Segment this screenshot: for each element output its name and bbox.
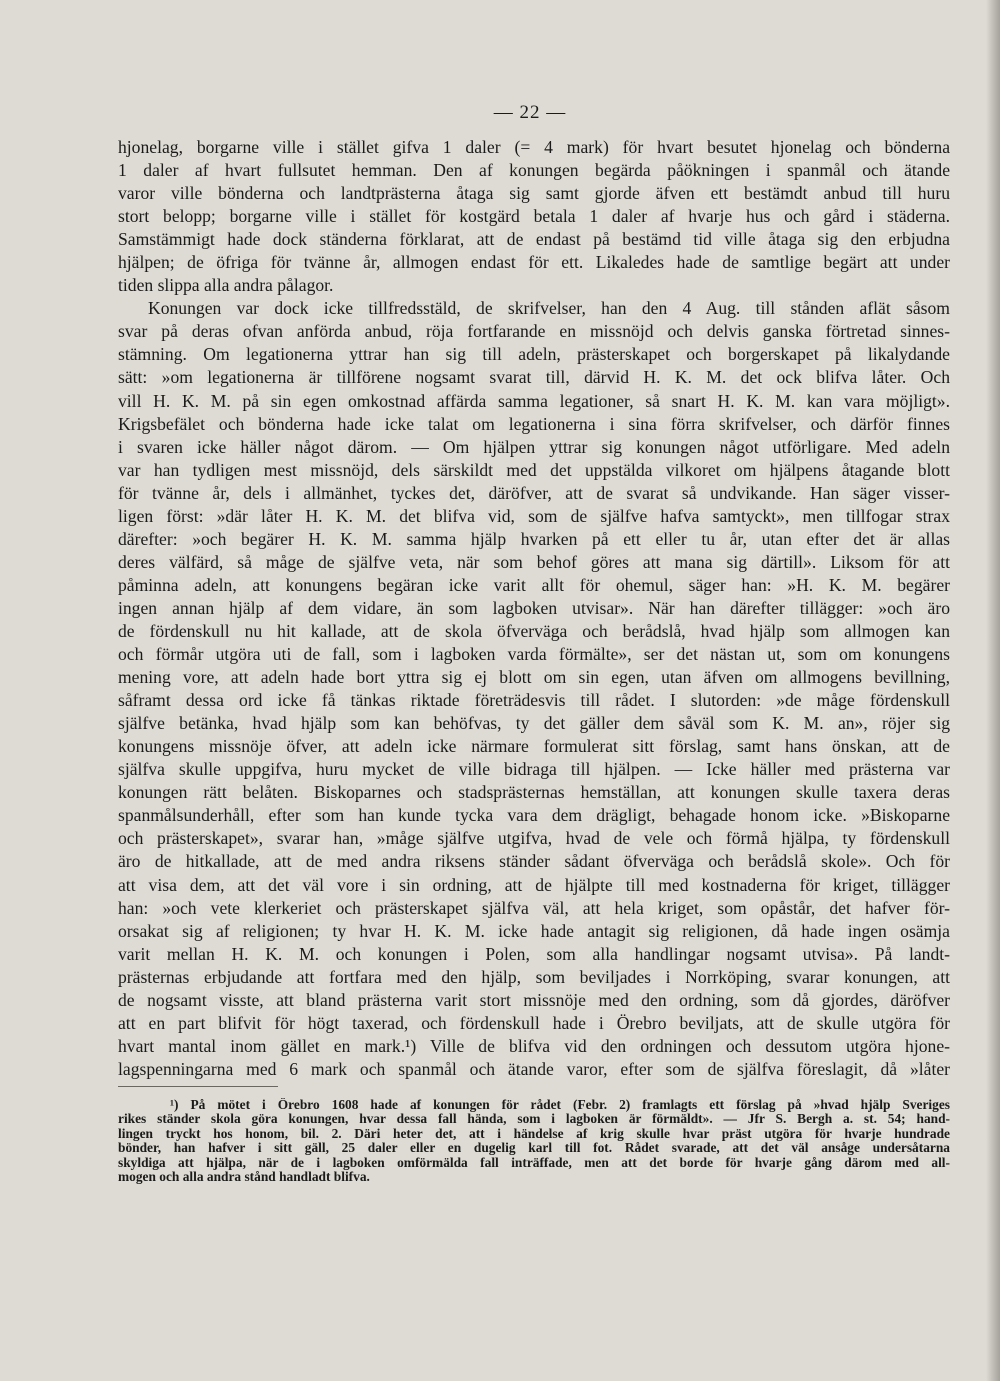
body-line: såframt dessa ord icke få tänkas riktade företrädesvis till rådet. I slutorden: »de måge fördenskull [118,690,950,711]
footnote-line: lingen tryckt hos honom, bil. 2. Däri heter det, att i händelse af krig skulle hvar präst utgöra för hvarje hundrade [118,1126,950,1141]
body-line: de fördenskull nu hit kallade, att de skola öfverväga och berådslå, hvad hjälp som allmogen kan [118,620,950,641]
body-line: och prästerskapet», svarar han, »måge själfve utgifva, hvad de vele och förmå hjälpa, ty fördenskull [118,828,950,849]
body-line: hvart mantal inom gället en mark.¹) Ville de blifva vid den ordningen och dessutom utgöra hjone- [118,1035,950,1056]
body-line: varit mellan H. K. M. och konungen i Polen, som alla handlingar nogsamt utvisa». På landt- [118,943,950,964]
body-text [118,136,950,1081]
body-line: ligen först: »där låter H. K. M. det blifva vid, som de själfve hafva samtyckt», men tillfogar strax [118,505,950,526]
body-line: prästernas erbjudande att fortfara med den hjälp, som beviljades i Norrköping, svarar konungen, att [118,966,950,987]
footnote-line: rikes ständer skola göra konungen, hvar dessa fall hända, som i lagboken är förmäldt». — Jfr S. Bergh a. st. 54; hand- [118,1112,950,1127]
footnote-line: skyldiga att hjälpa, när de i lagboken omförmälda fall inträffade, men att det borde för hvarje gång därom med all- [118,1155,950,1170]
body-line: deres välfärd, så måge de själfve veta, när som behof göres att mana sig därtill». Liksom för att [118,551,950,572]
body-line: sätt: »om legationerna är tillförene nogsamt svarat till, därvid H. K. M. det ock blifva låter. Och [118,367,950,388]
body-line: äro de hitkallade, att de med andra riksens ständer sådant öfverväga och berådslå skole». Och för [118,851,950,872]
footnote-line: mogen och alla andra stånd handladt blifva. [118,1169,370,1184]
body-line: därefter: »och begärer H. K. M. samma hjälp hvarken på ett eller tu år, utan efter det är allas [118,528,950,549]
body-line: att en part blifvit för högt taxerad, och fördenskull hade i Örebro beviljats, att de skulle utgöra för [118,1012,950,1033]
body-line: de nogsamt visste, att bland prästerna varit stort missnöje med den ordning, som då gjordes, däröfver [118,989,950,1010]
body-line: hjälpen; de öfriga för tvänne år, allmogen endast för ett. Likaledes hade de samtlige begärt att under [118,252,950,273]
body-line: själfva skulle uppgifva, huru mycket de ville bidraga till hjälpen. — Icke häller med prästerna var [118,759,950,780]
body-line: själfve betänka, hvad hjälp som kan behöfvas, ty det gäller dem såväl som K. M. an», röjer sig [118,713,950,734]
body-line: vill H. K. M. på sin egen omkostnad affärda samma legationer, så snart H. K. M. kan vara möjligt». [118,390,950,411]
page-edge-shadow [986,0,1000,1381]
body-line: spanmålsunderhåll, efter som han kunde tycka vara dem drägligt, behagade honom icke. »Biskoparne [118,805,950,826]
body-line: mening vore, att adeln hade bort yttra sig ej blott om sin egen, utan äfven om allmogens bevillning, [118,667,950,688]
body-line: konungen rätt belåten. Biskoparnes och stadsprästernas hemställan, att konungen skulle taxera deras [118,782,950,803]
body-line: konungens missnöje öfver, att adeln icke närmare formulerat sitt förslag, samt hans önskan, att de [118,736,950,757]
body-line: lagspenningarna med 6 mark och spanmål och ätande varor, efter som de själfva föreslagit, då »låter [118,1058,950,1079]
body-line: och förmår utgöra uti de fall, som i lagboken varda förmälte», ser det nästan ut, som om konungens [118,644,950,665]
footnote-divider [118,1086,278,1087]
body-line: påminna adeln, att konungens begäran icke varit allt för ohemul, säger han: »H. K. M. begärer [118,574,950,595]
body-line: han: »och vete klerkeriet och prästerskapet själfva väl, att hela kriget, som opåstår, det hafver för- [118,897,950,918]
footnotes [118,1098,950,1184]
body-line: stämning. Om legationerna yttrar han sig till adeln, prästerskapet och borgerskapet på likalydande [118,344,950,365]
body-line: varor ville bönderna och landtprästerna åtaga sig samt gjorde äfven ett bestämdt anbud till huru [118,183,950,204]
body-line: ingen annan hjälp af dem vidare, än som lagboken utvisar». När han därefter tillägger: »och äro [118,597,950,618]
body-line: hjonelag, borgarne ville i stället gifva 1 daler (= 4 mark) för hvart besutet hjonelag och bönderna [118,137,950,157]
body-line: att visa dem, att det väl vore i sin ordning, att de hjälpte till med kostnaderna för kriget, tillägger [118,874,950,895]
body-line: i svaren icke häller något därom. — Om hjälpen yttrar sig konungen något utförligare. Med adeln [118,436,950,457]
body-line: Konungen var dock icke tillfredsstäld, de skrifvelser, han den 4 Aug. till stånden aflät såsom [148,298,950,319]
body-line: 1 daler af hvart fullsutet hemman. Den af konungen begärda påökningen i spanmål och ätande [118,160,950,181]
body-line: tiden slippa alla andra pålagor. [118,275,334,296]
body-line: svar på deras ofvan anförda anbud, röja fortfarande en missnöjd och delvis ganska förtretad sinnes- [118,321,950,342]
footnote-line: ¹) På mötet i Örebro 1608 hade af konungen för rådet (Febr. 2) framlagts ett förslag på »hvad hjälp Sveriges [170,1098,950,1112]
page-number: — 22 — [493,102,567,123]
body-line: stort belopp; borgarne ville i stället för kostgärd betala 1 daler af hvarje hus och gård i städerna. [118,206,950,227]
footnote-line: bönder, han hafver i sitt gäll, 25 daler eller en dugelig karl till fot. Rådet svarade, att det väl ansåge undersåtarna [118,1141,950,1156]
body-line: Krigsbefälet och bönderna hade icke talat om legationerna i sina förra skrifvelser, och därför finnes [118,413,950,434]
body-line: Samstämmigt hade dock ständerna förklarat, att de endast på bestämd tid ville åtaga sig den erbjudna [118,229,950,250]
body-line: orsakat sig af religionen; ty hvar H. K. M. icke hade antagit sig religionen, då hade ingen osämja [118,920,950,941]
body-line: var han tydligen mest missnöjd, dels särskildt med det uppstälda vilkoret om hjälpens åtagande blott [118,459,950,480]
body-line: för tvänne år, dels i allmänhet, tyckes det, däröfver, att de svarat så undvikande. Han säger visser- [118,482,950,503]
